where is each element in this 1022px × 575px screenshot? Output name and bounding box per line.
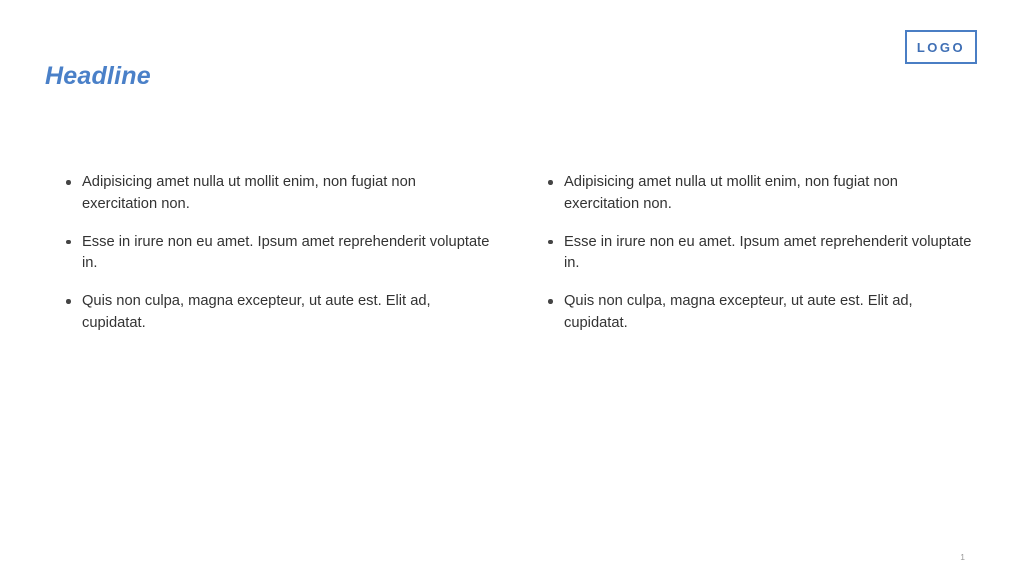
list-item: Esse in irure non eu amet. Ipsum amet reprehenderit voluptate in.: [527, 232, 977, 276]
list-item: Quis non culpa, magna excepteur, ut aute est. Elit ad, cupidatat.: [45, 291, 495, 335]
list-item: Quis non culpa, magna excepteur, ut aute est. Elit ad, cupidatat.: [527, 291, 977, 335]
column-right: [527, 172, 977, 351]
page-number: 1: [960, 552, 965, 562]
page-title: Headline: [45, 62, 151, 90]
column-left: [45, 172, 495, 351]
list-item: Adipisicing amet nulla ut mollit enim, non fugiat non exercitation non.: [527, 172, 977, 216]
logo-text: LOGO: [916, 39, 966, 55]
list-item: Adipisicing amet nulla ut mollit enim, non fugiat non exercitation non.: [45, 172, 495, 216]
list-item: Esse in irure non eu amet. Ipsum amet reprehenderit voluptate in.: [45, 232, 495, 276]
bullet-list-right: [527, 172, 977, 335]
two-column-body: [45, 172, 977, 351]
logo-placeholder: [905, 30, 977, 64]
bullet-list-left: [45, 172, 495, 335]
